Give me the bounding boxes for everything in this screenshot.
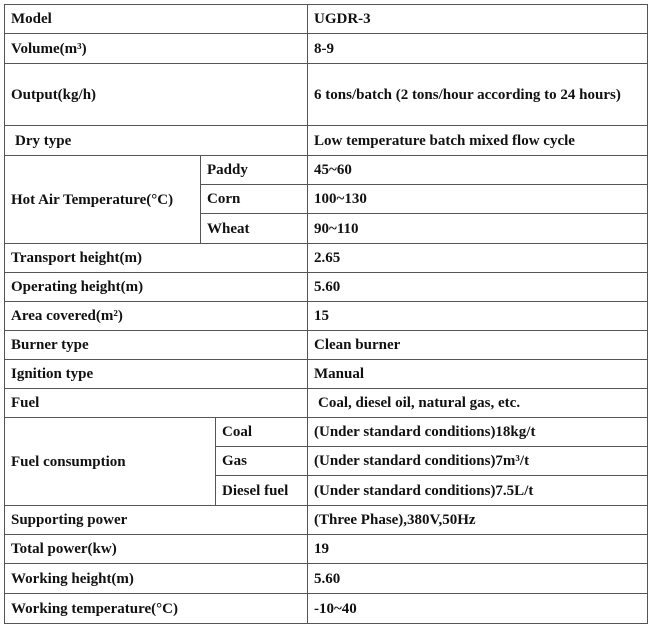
label-area-covered: Area covered(m²) (5, 302, 308, 331)
value-corn: 100~130 (308, 185, 648, 214)
table-row (5, 244, 648, 273)
value-dry-type: Low temperature batch mixed flow cycle (308, 126, 648, 156)
label-fuel-consumption: Fuel consumption (5, 418, 216, 506)
table-row (5, 126, 648, 156)
value-wheat: 90~110 (308, 214, 648, 244)
sub-label-corn: Corn (201, 185, 308, 214)
sub-label-diesel-fuel: Diesel fuel (216, 476, 308, 506)
label-output: Output(kg/h) (5, 64, 308, 126)
spec-table (4, 4, 648, 624)
value-model: UGDR-3 (308, 5, 648, 34)
table-row (5, 5, 648, 34)
value-transport-height: 2.65 (308, 244, 648, 273)
value-burner-type: Clean burner (308, 331, 648, 360)
value-volume: 8-9 (308, 34, 648, 64)
value-working-height: 5.60 (308, 564, 648, 594)
value-paddy: 45~60 (308, 156, 648, 185)
sub-label-wheat: Wheat (201, 214, 308, 244)
value-ignition-type: Manual (308, 360, 648, 389)
table-row (5, 64, 648, 126)
label-dry-type: Dry type (5, 126, 308, 156)
label-operating-height: Operating height(m) (5, 273, 308, 302)
label-fuel: Fuel (5, 389, 308, 418)
value-gas: (Under standard conditions)7m³/t (308, 447, 648, 476)
table-row (5, 564, 648, 594)
table-row (5, 156, 648, 185)
table-row (5, 594, 648, 624)
label-burner-type: Burner type (5, 331, 308, 360)
label-transport-height: Transport height(m) (5, 244, 308, 273)
table-row (5, 273, 648, 302)
label-working-temperature: Working temperature(°C) (5, 594, 308, 624)
table-row (5, 389, 648, 418)
table-row (5, 360, 648, 389)
table-row (5, 34, 648, 64)
label-supporting-power: Supporting power (5, 506, 308, 535)
value-coal: (Under standard conditions)18kg/t (308, 418, 648, 447)
sub-label-gas: Gas (216, 447, 308, 476)
table-row (5, 535, 648, 564)
value-output: 6 tons/batch (2 tons/hour according to 24 hours) (308, 64, 648, 126)
label-ignition-type: Ignition type (5, 360, 308, 389)
table-row (5, 418, 648, 447)
value-fuel: Coal, diesel oil, natural gas, etc. (308, 389, 648, 418)
value-area-covered: 15 (308, 302, 648, 331)
label-working-height: Working height(m) (5, 564, 308, 594)
value-diesel-fuel: (Under standard conditions)7.5L/t (308, 476, 648, 506)
sub-label-paddy: Paddy (201, 156, 308, 185)
sub-label-coal: Coal (216, 418, 308, 447)
table-row (5, 302, 648, 331)
table-row (5, 506, 648, 535)
value-total-power: 19 (308, 535, 648, 564)
label-volume: Volume(m³) (5, 34, 308, 64)
value-supporting-power: (Three Phase),380V,50Hz (308, 506, 648, 535)
value-working-temperature: -10~40 (308, 594, 648, 624)
label-total-power: Total power(kw) (5, 535, 308, 564)
table-row (5, 331, 648, 360)
label-model: Model (5, 5, 308, 34)
label-hot-air-temperature: Hot Air Temperature(°C) (5, 156, 201, 244)
value-operating-height: 5.60 (308, 273, 648, 302)
